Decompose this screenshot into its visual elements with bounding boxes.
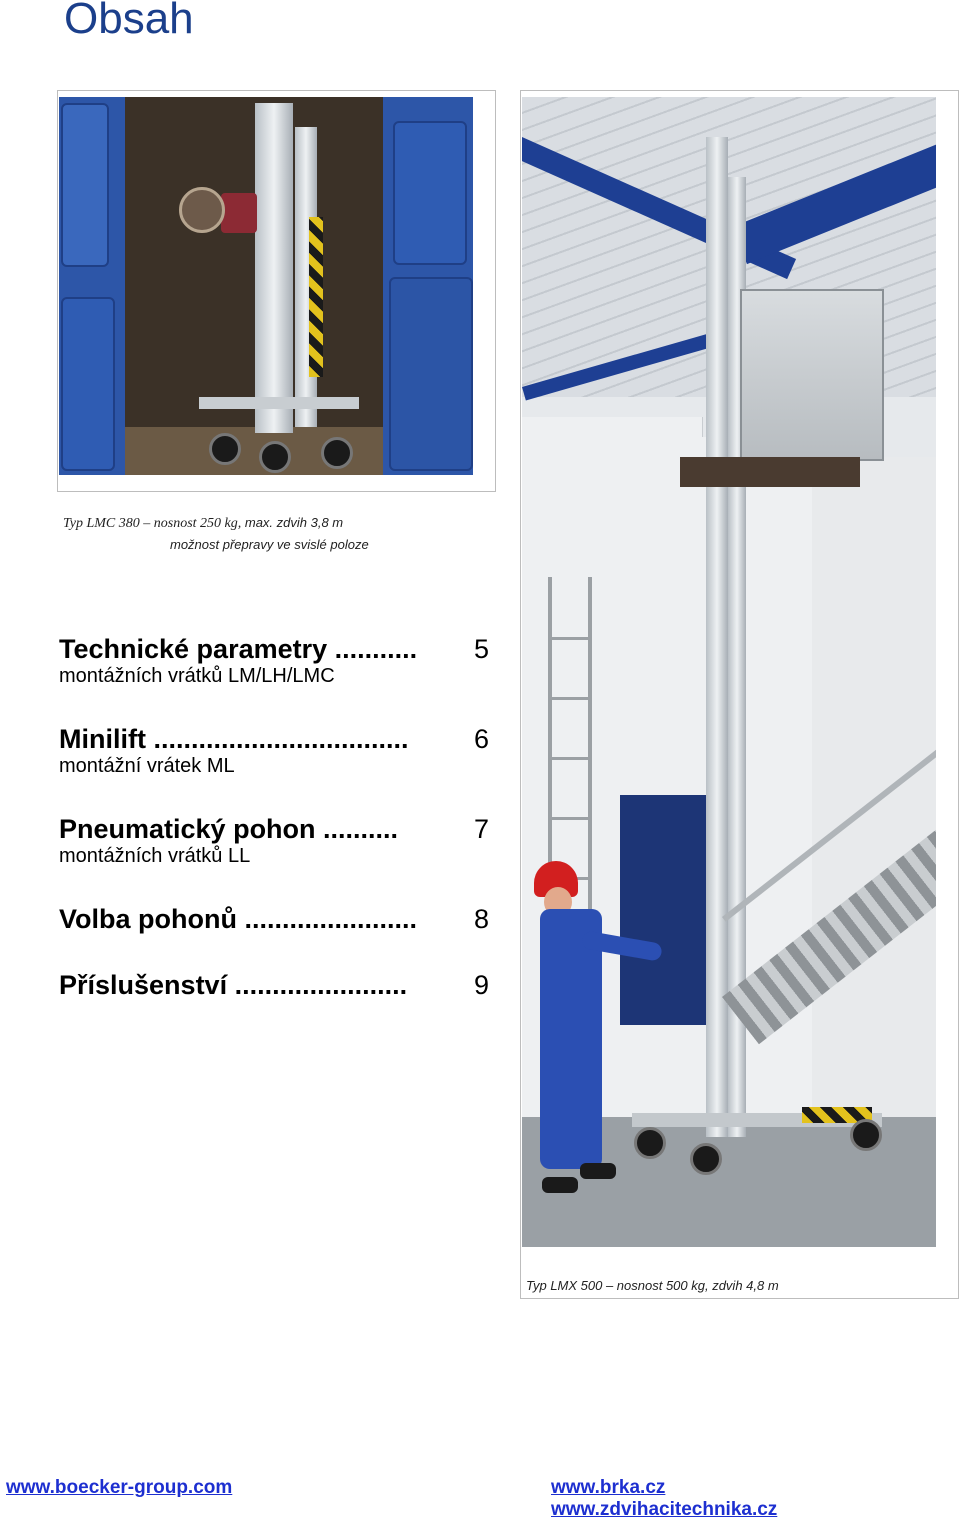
toc-title: Volba pohonů ....................... [59, 904, 418, 934]
wheel-icon [690, 1143, 722, 1175]
footer-link-zdvihacitechnika[interactable]: www.zdvihacitechnika.cz [551, 1499, 778, 1520]
winch-housing [221, 193, 257, 233]
heater-unit [740, 289, 884, 461]
toc-title: Minilift .................................. [59, 724, 409, 754]
ladder-rung [548, 697, 592, 700]
van-rear-window [393, 121, 467, 265]
van-window [61, 103, 109, 267]
toc-title: Technické parametry ........... [59, 634, 418, 664]
toc-page-number: 7 [473, 814, 489, 844]
toc-page-number: 6 [473, 724, 489, 754]
van-rear-door [389, 277, 473, 471]
wheel-icon [209, 433, 241, 465]
wheel-icon [850, 1119, 882, 1151]
ladder-rung [548, 817, 592, 820]
caption-left-lift: max. zdvih 3,8 m [241, 515, 344, 530]
ladder-rung [548, 757, 592, 760]
toc-subtitle: montážní vrátek ML [59, 755, 235, 777]
lift-mast [706, 137, 728, 1137]
lift-mast [255, 103, 293, 433]
toc-entry[interactable] [59, 814, 489, 868]
toc-page-number: 8 [473, 904, 489, 934]
toc-entry[interactable] [59, 724, 489, 778]
winch-drum [179, 187, 225, 233]
caption-left-line2: možnost přepravy ve svislé poloze [170, 537, 369, 552]
footer-link-brka[interactable]: www.brka.cz [551, 1477, 666, 1498]
van-cargo-interior [125, 97, 383, 475]
toc-page-number: 9 [473, 970, 489, 1000]
lift-platform [680, 457, 860, 487]
caption-left-type: Typ LMC 380 – nosnost 250 kg, [63, 516, 242, 531]
toc-entry[interactable] [59, 634, 489, 688]
worker-boot [580, 1163, 616, 1179]
toc-entry[interactable] [59, 904, 489, 935]
photo-van-with-lift [59, 97, 473, 475]
wall-panel [812, 457, 936, 1117]
toc-entry[interactable] [59, 970, 489, 1001]
photo-warehouse-lift [522, 97, 936, 1247]
toc-title: Příslušenství ....................... [59, 970, 408, 1000]
hazard-stripe [309, 217, 323, 377]
worker-boot [542, 1177, 578, 1193]
toc-subtitle: montážních vrátků LL [59, 845, 251, 867]
van-door-panel [61, 297, 115, 471]
toc-title: Pneumatický pohon .......... [59, 814, 399, 844]
caption-right: Typ LMX 500 – nosnost 500 kg, zdvih 4,8 m [526, 1278, 779, 1293]
wheel-icon [259, 441, 291, 473]
toc-page-number: 5 [473, 634, 489, 664]
wheel-icon [321, 437, 353, 469]
ladder-rung [548, 637, 592, 640]
wheel-icon [634, 1127, 666, 1159]
page-title: Obsah [64, 0, 194, 43]
footer-link-boecker[interactable]: www.boecker-group.com [6, 1477, 233, 1498]
toc-subtitle: montážních vrátků LM/LH/LMC [59, 665, 335, 687]
caption-left-line1 [63, 515, 343, 532]
lift-base [199, 397, 359, 409]
